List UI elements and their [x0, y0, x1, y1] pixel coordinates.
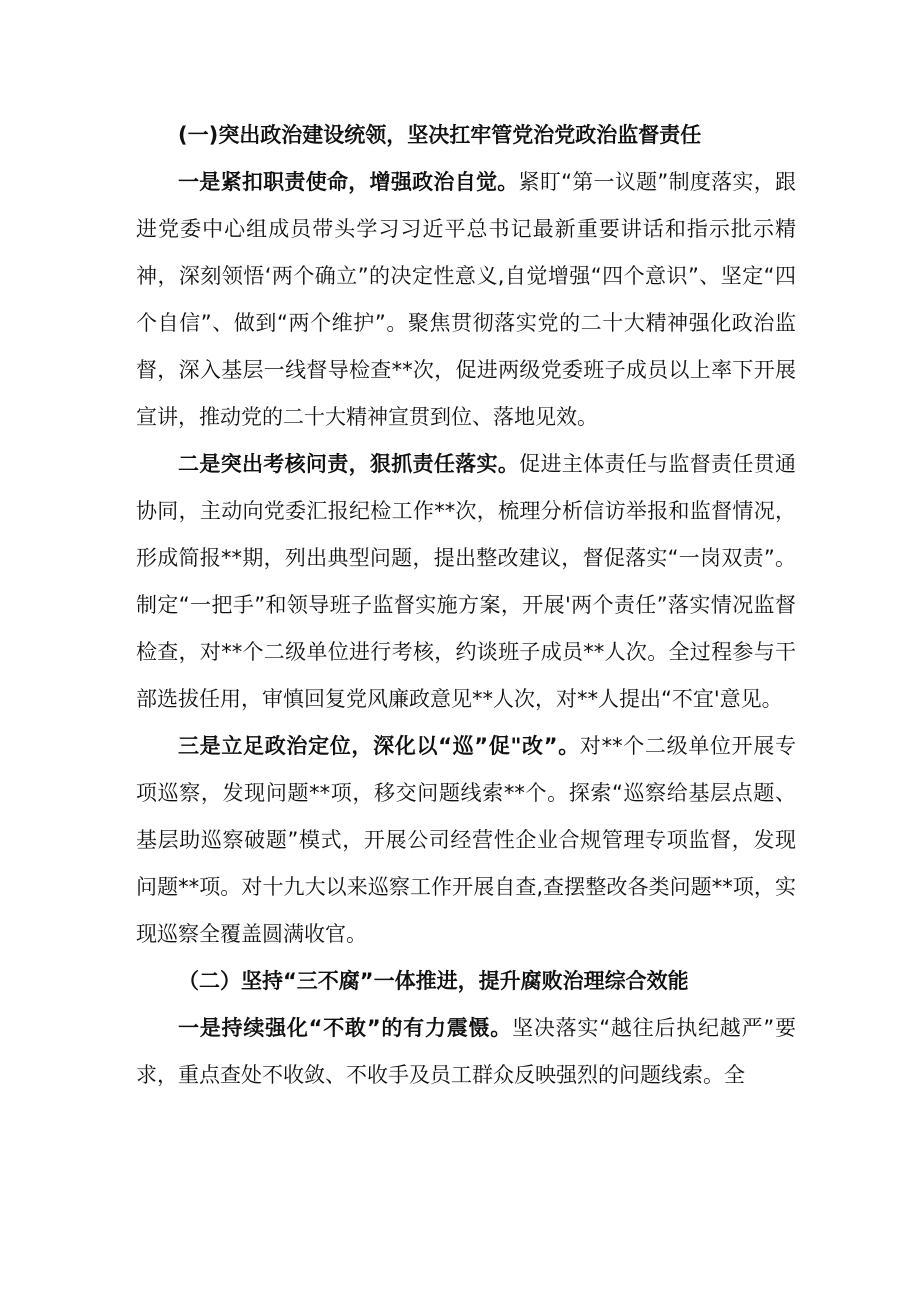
paragraph-lead: 一是持续强化“不敢”的有力震慑。 — [178, 1016, 513, 1040]
paragraph-body: 坚决落实“越往后执纪越严”要求，重点查处不收敛、不收手及员工群众反映强烈的问题线索。全 — [136, 1016, 796, 1087]
paragraph-2-1 — [136, 1005, 796, 1099]
paragraph-1-1 — [136, 159, 796, 441]
section-heading-1: (一)突出政治建设统领，坚决扛牢管党治党政治监督责任 — [178, 123, 702, 147]
paragraph-lead: 一是紧扣职责使命，增强政治自觉。 — [178, 170, 519, 194]
paragraph-1-3 — [136, 723, 796, 958]
paragraph-body: 促进主体责任与监督责任贯通协同，主动向党委汇报纪检工作**次，梳理分析信访举报和监督情况，形成简报**期，列出典型问题，提出整改建议，督促落实“一岗双责”。制定“一把手”和领导班子监督实施方案，开展'两个责任”落实情况监督检查，对**个二级单位进行考核，约谈班子成员**人次。全过程参与干部选拔任用，审慎回复党风廉政意见**人次，对**人提出“不宜'意见。 — [136, 452, 797, 711]
paragraph-body: 紧盯“第一议题”制度落实，跟进党委中心组成员带头学习习近平总书记最新重要讲话和指示批示精神，深刻领悟‘两个确立”的决定性意义,自觉增强“四个意识”、坚定“四个自信”、做到“两个维护”。聚焦贯彻落实党的二十大精神强化政治监督，深入基层一线督导检查**次，促进两级党委班子成员以上率下开展宣讲，推动党的二十大精神宣贯到位、落地见效。 — [136, 170, 796, 429]
document-body — [136, 112, 796, 1099]
paragraph-body: 对**个二级单位开展专项巡察，发现问题**项，移交问题线索**个。探索“巡察给基层点题、基层助巡察破题”模式，开展公司经营性企业合规管理专项监督，发现问题**项。对十九大以来巡察工作开展自查,查摆整改各类问题**项，实现巡察全覆盖圆满收官。 — [136, 734, 796, 946]
paragraph-lead: 二是突出考核问责，狠抓责任落实。 — [178, 452, 520, 476]
paragraph-1-2 — [136, 441, 796, 723]
section-heading-2: （二）坚持“三不腐”一体推进，提升腐败治理综合效能 — [178, 969, 689, 993]
paragraph-lead: 三是立足政治定位，深化以“巡”促"改”。 — [178, 734, 580, 758]
